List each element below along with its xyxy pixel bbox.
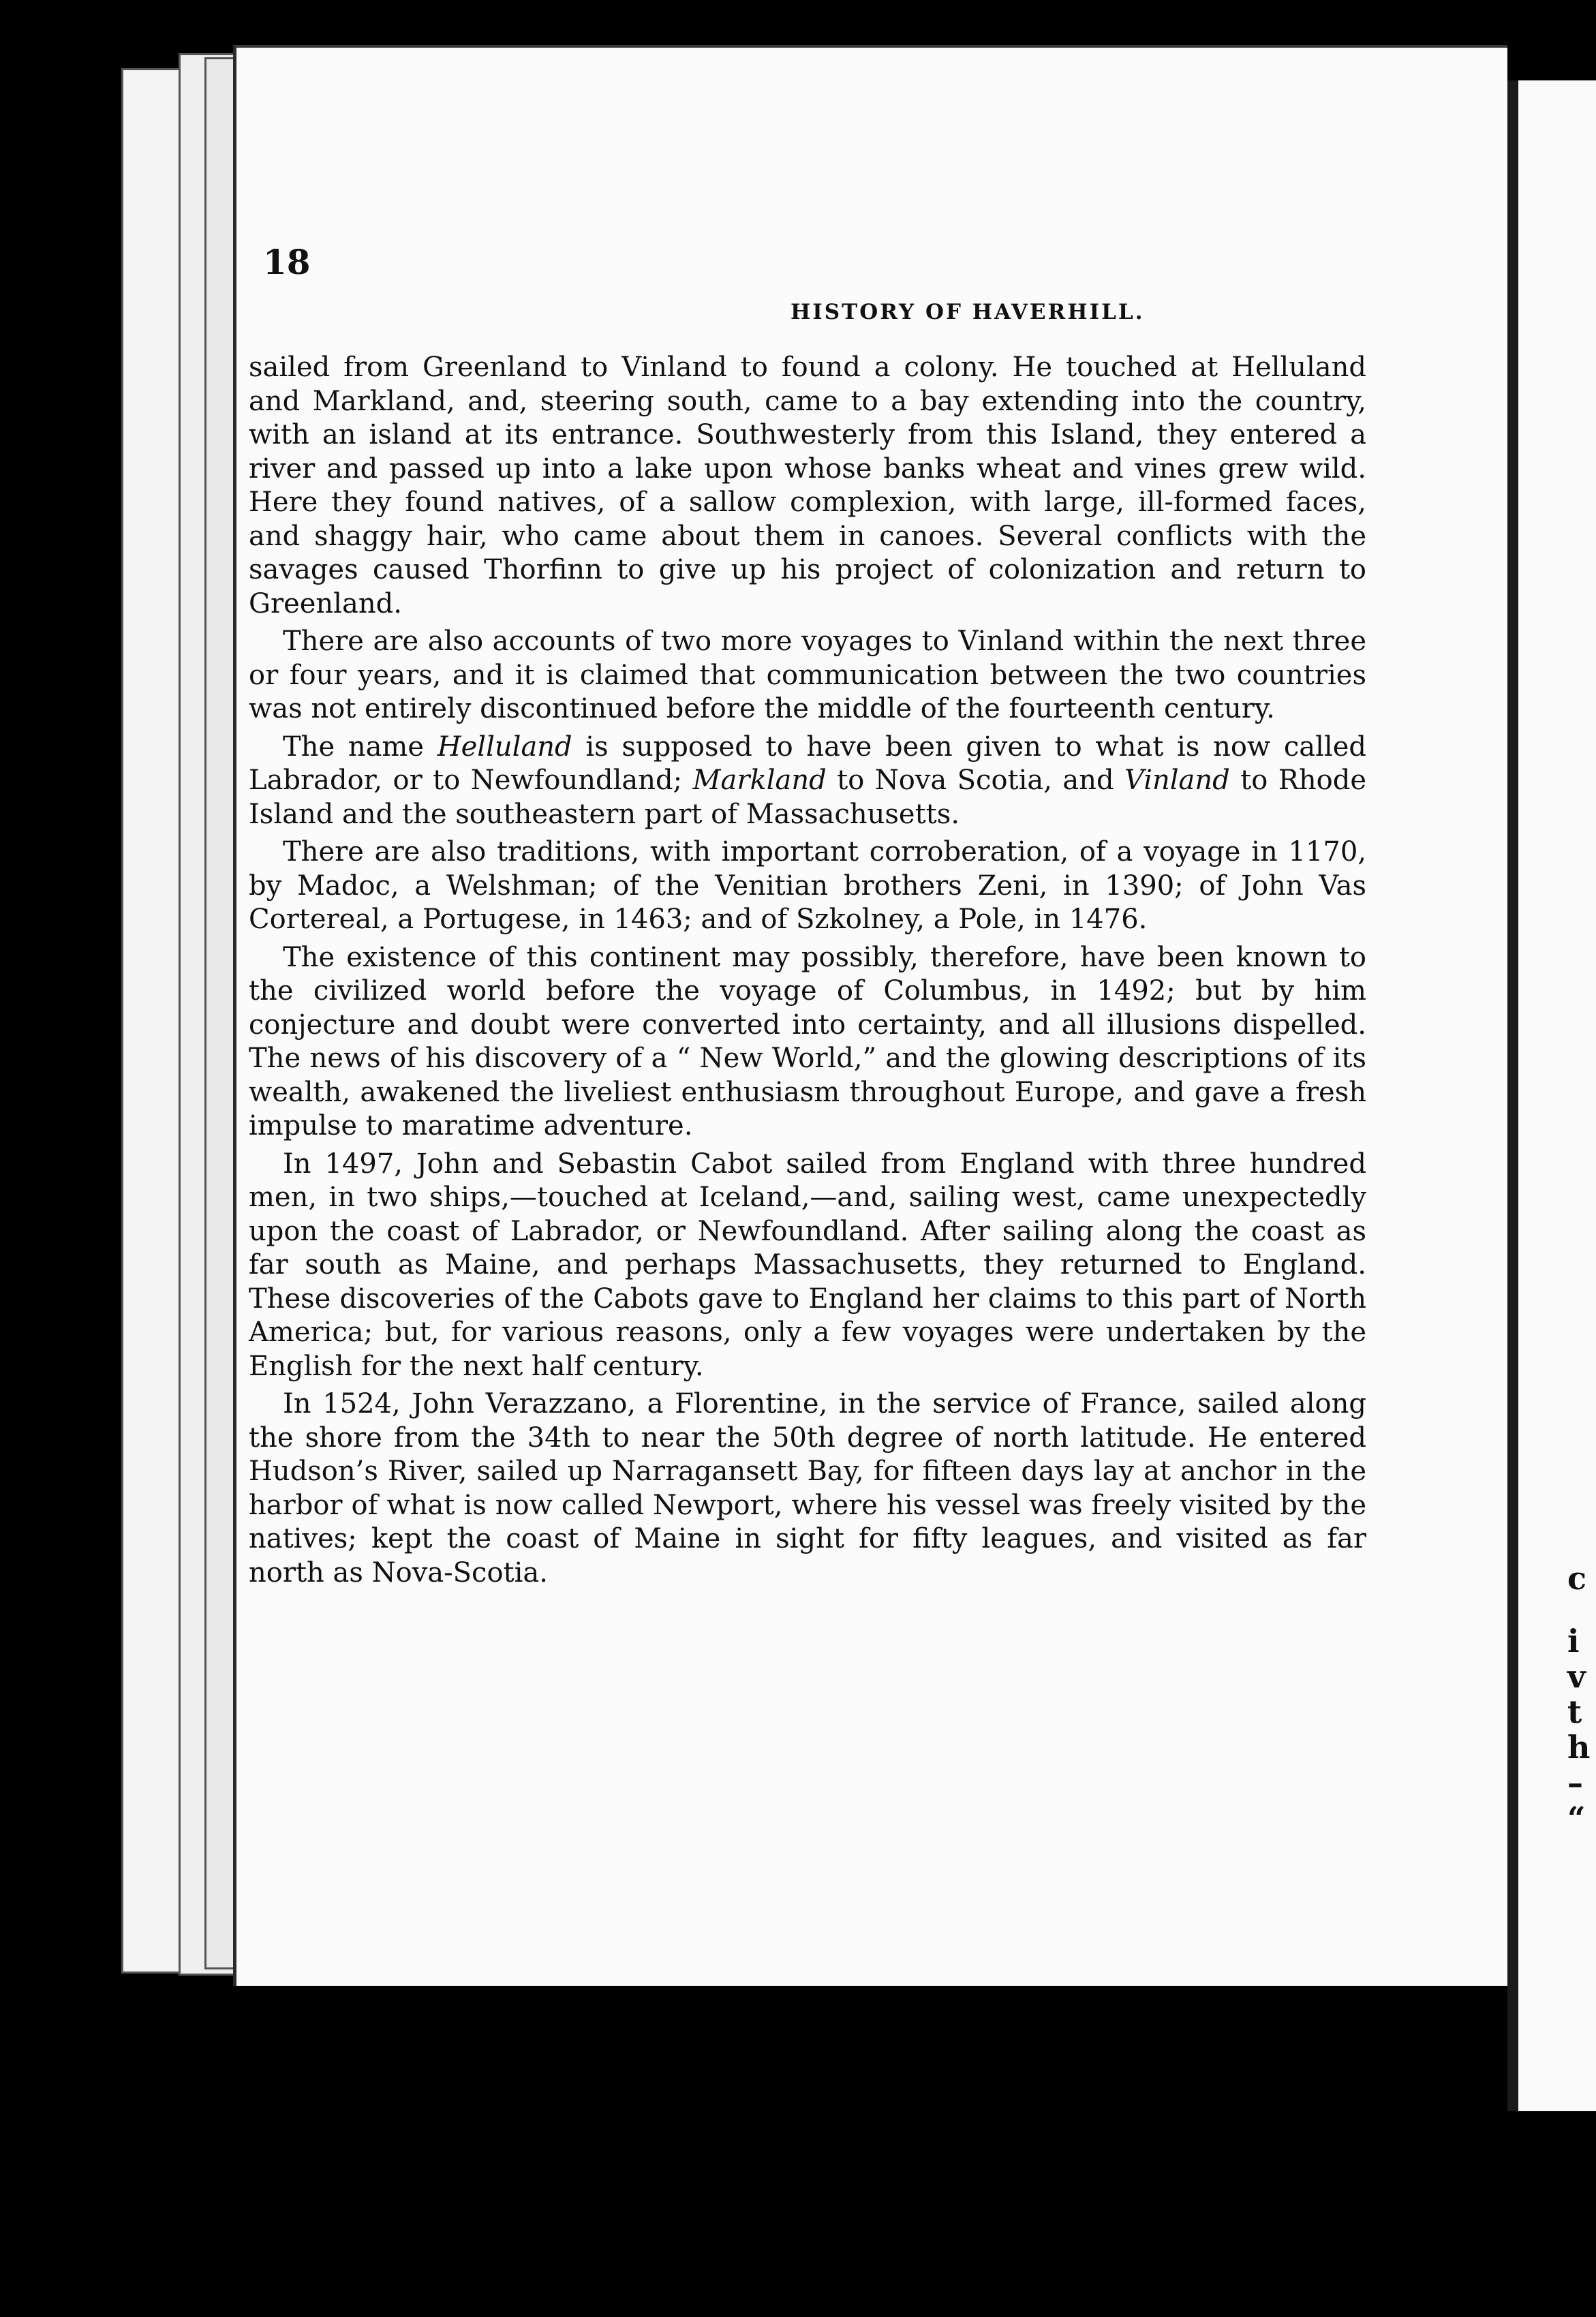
running-head: HISTORY OF HAVERHILL. [791,300,1145,324]
paragraph: There are also traditions, with important corroberation, of a voyage in 1170, by Madoc, a Welshman; of the Venitian brothers Zeni, in 1390; of John Vas Cortereal, a Portugese, in 1463; and of Szkolney, a Pole, in 1476. [249,836,1366,935]
italic-term: Vinland [1124,765,1230,796]
fragment: v [1567,1658,1586,1695]
fragment: – [1567,1764,1583,1801]
fragment: c [1567,1560,1587,1597]
fragment: “ [1567,1800,1586,1837]
fragment: h [1567,1729,1591,1766]
paragraph: The name Helluland is supposed to have been given to what is now called Labrador, or to Newfoundland; Markland to Nova Scotia, and Vinland to Rhode Island and the southeastern part of Massachusetts. [249,731,1366,830]
paragraph: In 1524, John Verazzano, a Florentine, in the service of France, sailed along the shore from the 34th to near the 50th degree of north latitude. He entered Hudson’s River, sailed up Narragansett Bay, for fifteen days lay at anchor in the harbor of what is now called Newport, where his vessel was freely visited by the natives; kept the coast of Maine in sight for fifty leagues, and visited as far north as Nova-Scotia. [249,1388,1366,1589]
paragraph: In 1497, John and Sebastin Cabot sailed from England with three hundred men, in two ships,—touched at Iceland,—and, sailing west, came unexpectedly upon the coast of Labrador, or Newfoundland. After sailing along the coast as far south as Maine, and perhaps Massachusetts, they returned to England. These discoveries of the Cabots gave to England her claims to this part of North America; but, for various reasons, only a few voyages were undertaken by the English for the next half century. [249,1148,1366,1382]
fragment: t [1567,1693,1582,1730]
paragraph: The existence of this continent may possibly, therefore, have been known to the civilized world before the voyage of Columbus, in 1492; but by him conjecture and doubt were converted into certainty, and all illusions dispelled. The news of his discovery of a “ New World,” and the glowing descriptions of its wealth, awakened the liveliest enthusiasm throughout Europe, and gave a fresh impulse to maratime adventure. [249,941,1366,1141]
paragraph: There are also accounts of two more voyages to Vinland within the next three or four years, and it is claimed that communication between the two countries was not entirely discontinued before the middle of the fourteenth century. [249,626,1366,724]
body-text [249,351,1366,1594]
fragment: i [1567,1623,1580,1659]
adjacent-page-text-fragments [1567,1560,1591,1837]
page-number: 18 [263,242,311,282]
italic-term: Markland [692,765,827,796]
paragraph: sailed from Greenland to Vinland to found a colony. He touched at Helluland and Markland, and, steering south, came to a bay extending into the country, with an island at its entrance. Southwesterly from this Island, they entered a river and passed up into a lake upon whose banks wheat and vines grew wild. Here they found natives, of a sallow complexion, with large, ill-formed faces, and shaggy hair, who came about them in canoes. Several conflicts with the savages caused Thorfinn to give up his project of colonization and return to Greenland. [249,352,1366,619]
italic-term: Helluland [437,731,572,763]
